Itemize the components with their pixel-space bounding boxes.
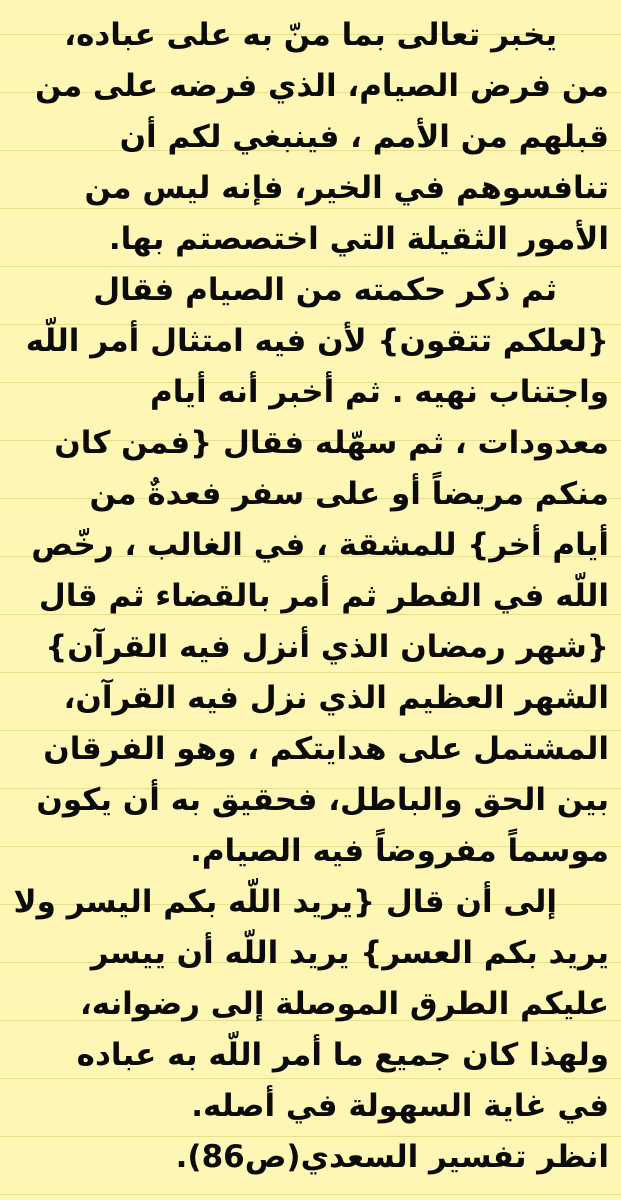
source-reference: [12, 1132, 609, 1183]
text-line: عليكم الطرق الموصلة إلى رضوانه،: [79, 986, 609, 1022]
text-line: يريد بكم العسر} يريد اللّه أن ييسر: [90, 935, 609, 971]
text-line: {شهر رمضان الذي أنزل فيه القرآن}: [45, 629, 609, 665]
text-line: تنافسوهم في الخير، فإنه ليس من: [84, 170, 609, 206]
text-line: الشهر العظيم الذي نزل فيه القرآن،: [63, 680, 609, 716]
text-line: في غاية السهولة في أصله.: [191, 1088, 609, 1124]
text-line: موسماً مفروضاً فيه الصيام.: [190, 833, 609, 869]
text-line: بين الحق والباطل، فحقيق به أن يكون: [36, 782, 609, 818]
text-line: أيام أخر} للمشقة ، في الغالب ، رخّص: [31, 527, 609, 563]
tafsir-text: [12, 10, 609, 1183]
text-line: قبلهم من الأمم ، فينبغي لكم أن: [119, 119, 609, 155]
text-line: يخبر تعالى بما منّ به على عباده،: [64, 17, 557, 53]
text-line: من فرض الصيام، الذي فرضه على من: [35, 68, 609, 104]
text-line: اللّه في الفطر ثم أمر بالقضاء ثم قال: [38, 578, 609, 614]
text-line: إلى أن قال {يريد اللّه بكم اليسر ولا: [13, 884, 557, 920]
text-line: ثم ذكر حكمته من الصيام فقال: [93, 272, 557, 308]
text-line: منكم مريضاً أو على سفر فعدةٌ من: [89, 476, 609, 512]
paragraph-1: [12, 10, 609, 265]
text-line: الأمور الثقيلة التي اختصصتم بها.: [108, 221, 609, 257]
text-line: معدودات ، ثم سهّله فقال {فمن كان: [54, 425, 609, 461]
paragraph-2: [12, 265, 609, 877]
paragraph-3: [12, 877, 609, 1132]
text-line: المشتمل على هدايتكم ، وهو الفرقان: [43, 731, 609, 767]
text-line: واجتناب نهيه . ثم أخبر أنه أيام: [150, 374, 609, 410]
text-line: ولهذا كان جميع ما أمر اللّه به عباده: [76, 1037, 609, 1073]
citation-line: انظر تفسير السعدي(ص86).: [175, 1139, 609, 1175]
text-line: {لعلكم تتقون} لأن فيه امتثال أمر اللّه: [25, 323, 609, 359]
